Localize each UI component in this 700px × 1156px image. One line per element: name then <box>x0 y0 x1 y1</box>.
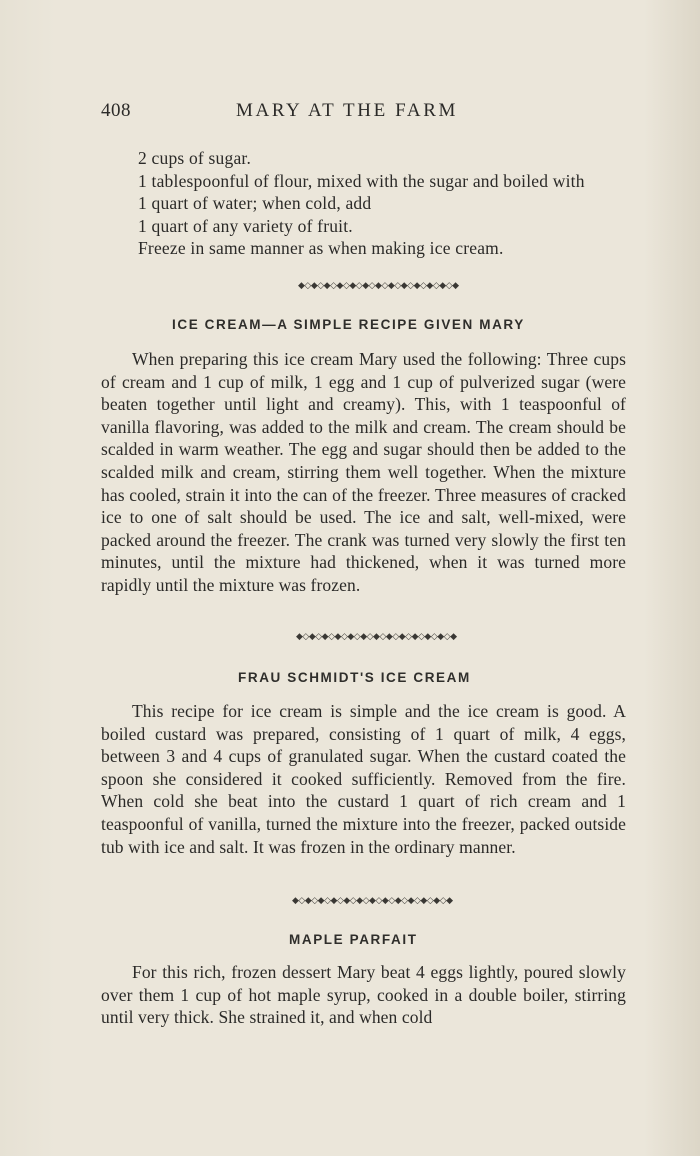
ornament-divider: ◆◇◆◇◆◇◆◇◆◇◆◇◆◇◆◇◆◇◆◇◆◇◆◇◆ <box>298 280 459 290</box>
ingredient-line: Freeze in same manner as when making ice cream. <box>138 238 504 258</box>
ingredient-list <box>138 147 638 260</box>
ingredient-line: 2 cups of sugar. <box>138 148 252 168</box>
ornament-divider: ◆◇◆◇◆◇◆◇◆◇◆◇◆◇◆◇◆◇◆◇◆◇◆◇◆ <box>296 631 457 641</box>
paragraph-simple-ice-cream: When preparing this ice cream Mary used the following: Three cups of cream and 1 cup of milk, 1 egg and 1 cup of pulverized sugar (were beaten together until light and creamy). This, with 1 teaspoonful of vanilla flavoring, was added to the milk and cream. The cream should be scalded in warm weather. The egg and sugar should then be added to the scalded milk and cream, stirring them well together. When the mixture has cooled, strain it into the can of the freezer. Three measures of cracked ice to one of salt should be used. The ice and salt, well-mixed, were packed around the freezer. The crank was turned very slowly the first ten minutes, until the mixture had thickened, when it was turned more rapidly until the mixture was frozen. <box>101 349 626 595</box>
section-heading-simple-ice-cream: ICE CREAM—A SIMPLE RECIPE GIVEN MARY <box>172 317 525 332</box>
running-head: MARY AT THE FARM <box>236 100 458 121</box>
ingredient-line: 1 tablespoonful of flour, mixed with the sugar and boiled with <box>138 170 585 191</box>
page-header <box>101 100 501 128</box>
ingredient-line: 1 quart of water; when cold, add <box>138 193 372 213</box>
ingredient-line: 1 quart of any variety of fruit. <box>138 215 353 236</box>
section-heading-frau-schmidt: FRAU SCHMIDT'S ICE CREAM <box>238 670 471 685</box>
page-number: 408 <box>101 100 131 121</box>
paragraph-maple-parfait: For this rich, frozen dessert Mary beat 4 eggs lightly, poured slowly over them 1 cup of hot maple syrup, cooked in a double boiler, stirring until very thick. She strained it, and when cold <box>101 962 626 1028</box>
paragraph-frau-schmidt: This recipe for ice cream is simple and the ice cream is good. A boiled custard was prepared, consisting of 1 quart of milk, 4 eggs, between 3 and 4 cups of granulated sugar. When the custard coated the spoon she considered it cooked sufficiently. Removed from the fire. When cold she beat into the custard 1 quart of rich cream and 1 teaspoonful of vanilla, turned the mixture into the freezer, packed outside tub with ice and salt. It was frozen in the ordinary manner. <box>101 701 626 857</box>
section-heading-maple-parfait: MAPLE PARFAIT <box>289 932 418 947</box>
ornament-divider: ◆◇◆◇◆◇◆◇◆◇◆◇◆◇◆◇◆◇◆◇◆◇◆◇◆ <box>292 895 453 905</box>
